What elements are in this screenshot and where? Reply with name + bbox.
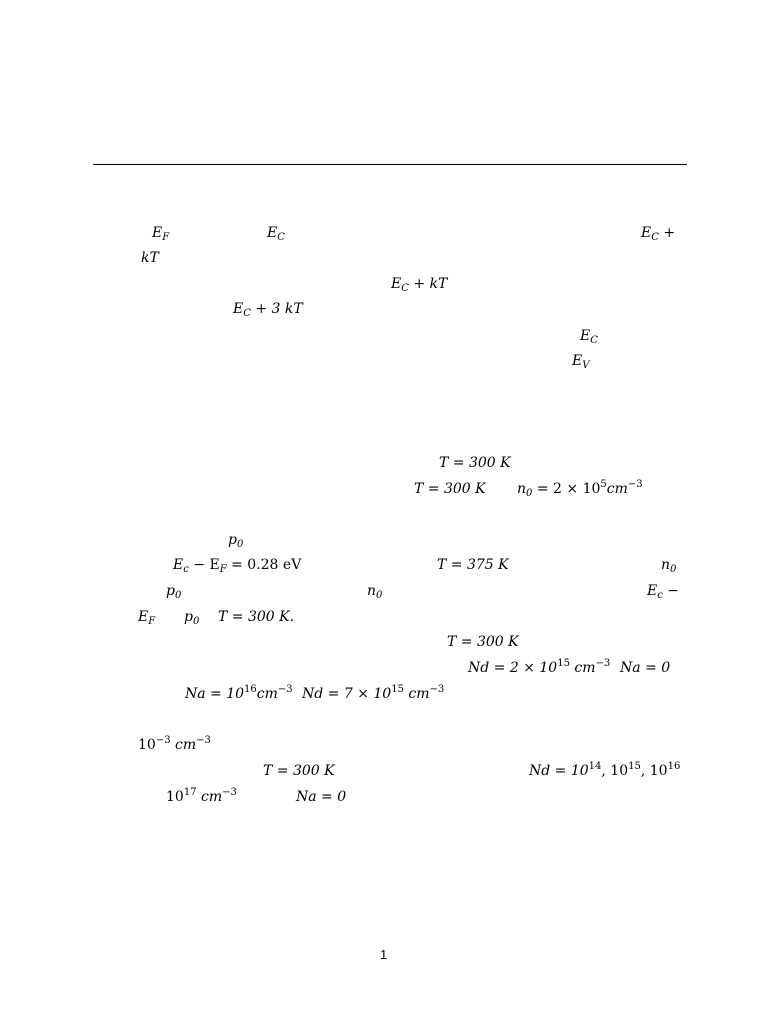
math-ef: $E_F$ [152, 225, 170, 243]
math-ec: $E_C$ [267, 225, 285, 243]
math-na-value: Na = 0 [620, 660, 671, 676]
math-n0-value: $n_0 = 2 \times 10^5cm^{-3}$ [517, 479, 643, 499]
math-nd-value: $Nd = 7 \times 10^{15}$ $cm^{-3}$ [302, 684, 445, 702]
math-temperature: T = 375 K [437, 557, 509, 573]
math-ec: $E_C$ [580, 328, 598, 346]
header-rule [93, 164, 687, 165]
math-p0: $p_0$ [228, 532, 244, 550]
math-concentration: $10^{-3}$ $cm^{-3}$ [138, 735, 211, 753]
math-kt: kT [141, 250, 159, 266]
math-n0: $n_0$ [367, 583, 383, 601]
math-concentration: $10^{17}$ $cm^{-3}$ [166, 787, 237, 805]
math-ef: $E_F$ [138, 609, 156, 627]
math-temperature: T = 300 K [447, 634, 519, 650]
math-temperature: T = 300 K [263, 763, 335, 779]
math-n0: $n_0$ [661, 557, 677, 575]
math-ev: $E_V$ [572, 353, 590, 371]
page-number: 1 [380, 947, 388, 962]
math-nd-values: $Nd = 10^{14}$, $10^{15}$, $10^{16}$ [529, 761, 681, 779]
math-nd-value: $Nd = 2 \times 10^{15}$ $cm^{-3}$ [468, 658, 611, 676]
math-ec-minus: $E_c$ − [647, 583, 680, 601]
math-na-value: Na = 0 [296, 789, 347, 805]
math-ec-plus-3kt: $E_C + 3$ kT [233, 301, 303, 319]
math-ec-plus-kt: $E_C$ + kT [391, 276, 448, 294]
math-na-value: $Na = 10^{16}cm^{-3}$ [185, 684, 293, 702]
math-temperature: T = 300 K [439, 455, 511, 471]
math-ec-ef-value: $E_c - E_F = 0.28$ eV [173, 557, 302, 575]
math-p0: $p_0$ [166, 583, 182, 601]
math-temperature: T = 300 K [414, 481, 486, 497]
math-ec-plus: $E_C$ + [641, 225, 676, 243]
math-temperature: T = 300 K. [218, 609, 295, 625]
math-p0: $p_0$ [184, 609, 200, 627]
